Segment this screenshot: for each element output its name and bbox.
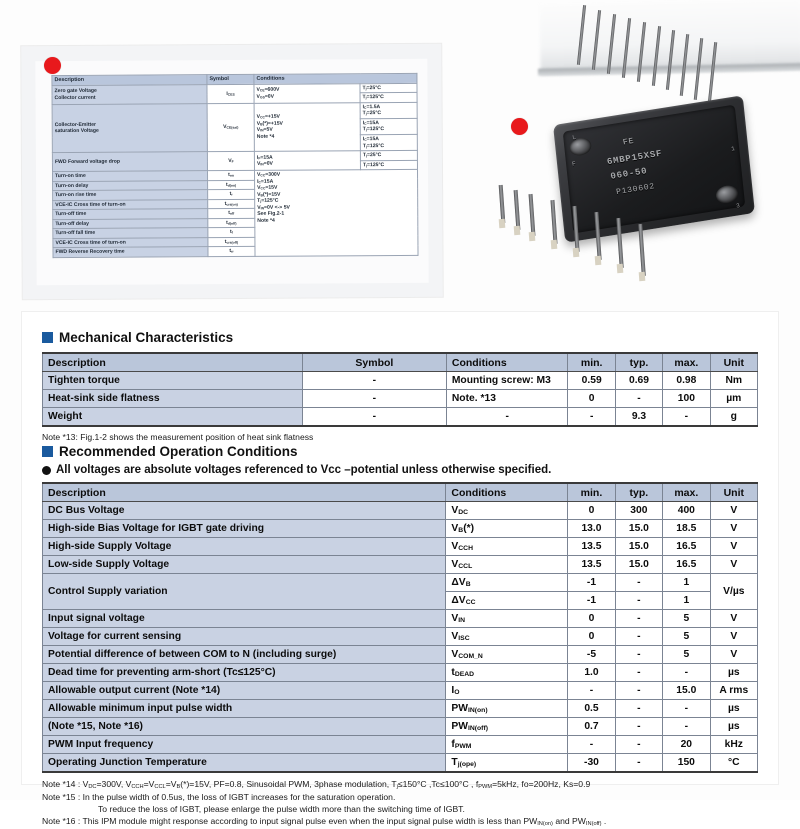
cell-temperature: Tj=25°C <box>360 150 417 160</box>
table-header-row <box>43 353 758 372</box>
section-title: Recommended Operation Conditions <box>59 444 298 459</box>
cell-symbol: tDEAD <box>446 664 568 682</box>
cell-conditions: VCE=600V VGS=0V <box>254 84 360 104</box>
cell-typ: 300 <box>615 502 662 520</box>
cell-description: Heat-sink side flatness <box>43 390 303 408</box>
cell-symbol: fPWM <box>446 736 568 754</box>
table-row <box>43 736 758 754</box>
cell-min: 0 <box>568 502 615 520</box>
cell-typ: - <box>615 700 662 718</box>
cell-max: 20 <box>663 736 711 754</box>
cell-description: Zero gate Voltage Collector current <box>52 85 207 105</box>
col-header-unit: Unit <box>710 483 757 502</box>
part-number-line1: 6MBP15XSF <box>606 148 664 168</box>
col-header-max: max. <box>663 353 710 372</box>
note-14: Note *14 : VDC=300V, VCCH=VCCL=VB(*)=15V, PF=0.8, Sinusoidal PWM, 3phase modulation, Tj≤150°C ,Tc≤100°C , fPWM=5kHz, fo=200Hz, Ks=0.9 <box>42 779 591 791</box>
cell-symbol: tr <box>208 189 255 199</box>
cell-max: 15.0 <box>663 682 711 700</box>
table-row <box>43 574 758 592</box>
cell-unit: µs <box>710 664 757 682</box>
cell-temperature: IC=15A Tj=125°C <box>360 118 417 134</box>
cell-typ: - <box>615 754 662 773</box>
cell-description: Weight <box>43 408 303 427</box>
cell-symbol: ΔVCC <box>446 592 568 610</box>
note-16: Note *16 : This IPM module might response according to input signal pulse even when the input signal pulse width is less than PWIN(on) and PWIN(off) . <box>42 816 607 828</box>
module-body <box>553 95 755 243</box>
cell-symbol: ton <box>207 170 254 180</box>
cell-symbol: - <box>302 408 446 427</box>
cell-symbol: PWIN(on) <box>446 700 568 718</box>
cell-typ: 15.0 <box>615 538 662 556</box>
cell-min: 0 <box>568 390 615 408</box>
cell-unit: g <box>710 408 757 427</box>
cell-max: - <box>663 718 711 736</box>
col-header-max: max. <box>663 483 711 502</box>
cell-min: 13.5 <box>568 556 615 574</box>
cell-max: 5 <box>663 646 711 664</box>
cell-unit: A rms <box>710 682 757 700</box>
cell-typ: 15.0 <box>615 520 662 538</box>
cell-min: -5 <box>568 646 615 664</box>
cell-unit: kHz <box>710 736 757 754</box>
col-header-symbol: Symbol <box>302 353 446 372</box>
cell-symbol: tcrs(on) <box>208 199 255 209</box>
cell-description: Turn-on time <box>52 171 207 181</box>
cell-max: 16.5 <box>663 538 711 556</box>
cell-unit: V <box>710 628 757 646</box>
table-row <box>43 718 758 736</box>
cell-max: - <box>663 700 711 718</box>
cell-description: Turn-off delay <box>53 218 208 228</box>
cell-description: Potential difference of between COM to N (including surge) <box>43 646 446 664</box>
cell-typ: - <box>615 646 662 664</box>
cell-description: High-side Bias Voltage for IGBT gate driving <box>43 520 446 538</box>
cell-temperature: Tj=125°C <box>360 93 417 103</box>
cell-unit: V <box>710 610 757 628</box>
cell-typ: 0.69 <box>615 372 662 390</box>
cell-min: 13.0 <box>568 520 615 538</box>
col-header-unit: Unit <box>710 353 757 372</box>
section-header-mechanical <box>42 330 758 345</box>
cell-max: 150 <box>663 754 711 773</box>
col-header-min: min. <box>568 353 615 372</box>
cell-max: - <box>663 408 710 427</box>
recommended-operation-conditions-table <box>42 482 758 773</box>
cell-max: 1 <box>663 574 711 592</box>
cell-description: Input signal voltage <box>43 610 446 628</box>
cell-description: DC Bus Voltage <box>43 502 446 520</box>
cell-unit: V <box>710 646 757 664</box>
cell-max: 400 <box>663 502 711 520</box>
cell-typ: - <box>615 390 662 408</box>
cell-unit: µs <box>710 718 757 736</box>
section-marker-square-icon <box>42 446 53 457</box>
cell-symbol: trr <box>208 247 255 257</box>
cell-unit: µs <box>710 700 757 718</box>
note-15-continued: To reduce the loss of IGBT, please enlarge the pulse width more than the switching time of IGBT. <box>98 804 465 815</box>
bullet-dot-icon <box>42 466 51 475</box>
cell-description: PWM Input frequency <box>43 736 446 754</box>
cell-typ: - <box>615 574 662 592</box>
col-header-symbol: Symbol <box>207 74 254 84</box>
cell-description: Allowable minimum input pulse width <box>43 700 446 718</box>
corner-mark-F: F <box>571 160 578 168</box>
cell-description: Turn-on delay <box>53 180 208 190</box>
cell-description: Operating Junction Temperature <box>43 754 446 773</box>
cell-symbol: Tj(ope) <box>446 754 568 773</box>
cell-max: 16.5 <box>663 556 711 574</box>
cell-min: - <box>568 408 615 427</box>
cell-unit: V <box>710 538 757 556</box>
cell-symbol: - <box>302 372 446 390</box>
red-marker-dot <box>44 57 61 74</box>
ipm-module-photo <box>470 0 800 300</box>
mechanical-note-13: Note *13: Fig.1-2 shows the measurement position of heat sink flatness <box>42 432 314 442</box>
table-row <box>43 628 758 646</box>
col-header-conditions: Conditions <box>446 353 568 372</box>
cell-description: Low-side Supply Voltage <box>43 556 446 574</box>
scanned-characteristics-table <box>51 73 418 258</box>
cell-min: 0.7 <box>568 718 615 736</box>
section-marker-square-icon <box>42 332 53 343</box>
brand-logo-text: FE <box>622 136 635 148</box>
cell-min: 13.5 <box>568 538 615 556</box>
lot-code: P130602 <box>615 182 656 198</box>
cell-min: 0 <box>568 610 615 628</box>
cell-max: 18.5 <box>663 520 711 538</box>
cell-symbol: VCOM_N <box>446 646 568 664</box>
corner-mark-L: L <box>571 133 578 142</box>
table-row <box>43 390 758 408</box>
mechanical-characteristics-table <box>42 352 758 427</box>
cell-symbol: - <box>302 390 446 408</box>
cell-symbol: VIN <box>446 610 568 628</box>
col-header-description: Description <box>52 75 207 86</box>
table-row <box>43 700 758 718</box>
cell-unit: µm <box>710 390 757 408</box>
cell-max: 0.98 <box>663 372 710 390</box>
col-header-description: Description <box>43 483 446 502</box>
col-header-description: Description <box>43 353 303 372</box>
cell-switching-conditions: VCC=300V IC=15A VCC=15V VB(*)=15V Tj=125°C VIN=0V <-> 5V See Fig.2-1 Note *4 <box>254 169 418 256</box>
cell-description: FWD Reverse Recovery time <box>53 247 208 257</box>
cell-description: Dead time for preventing arm-short (Tc≤125°C) <box>43 664 446 682</box>
corner-mark-3: 3 <box>735 202 741 210</box>
cell-conditions: Mounting screw: M3 <box>446 372 568 390</box>
table-row <box>43 610 758 628</box>
cell-symbol: td(off) <box>208 218 255 228</box>
cell-temperature: IC=15A Tj=125°C <box>360 134 417 150</box>
cell-typ: 9.3 <box>615 408 662 427</box>
cell-typ: 15.0 <box>615 556 662 574</box>
col-header-conditions: Conditions <box>446 483 568 502</box>
corner-mark-1: 1 <box>730 145 736 153</box>
cell-description: High-side Supply Voltage <box>43 538 446 556</box>
table-row <box>43 556 758 574</box>
cell-symbol: IO <box>446 682 568 700</box>
cell-symbol: VCCL <box>446 556 568 574</box>
cell-symbol: VISC <box>446 628 568 646</box>
cell-description: FWD Forward voltage drop <box>52 152 207 172</box>
cell-symbol: ICES <box>207 84 254 103</box>
col-header-typ: typ. <box>615 483 662 502</box>
cell-description: Tighten torque <box>43 372 303 390</box>
cell-unit: Nm <box>710 372 757 390</box>
cell-typ: - <box>615 736 662 754</box>
cell-temperature: Tj=25°C <box>360 83 417 93</box>
table-row <box>43 520 758 538</box>
table-row <box>43 646 758 664</box>
cell-conditions: - <box>446 408 568 427</box>
cell-min: 1.0 <box>568 664 615 682</box>
cell-description: Turn-on rise time <box>53 190 208 200</box>
cell-symbol: PWIN(off) <box>446 718 568 736</box>
cell-typ: - <box>615 664 662 682</box>
cell-unit: V <box>710 502 757 520</box>
cell-temperature: Tj=125°C <box>360 160 417 170</box>
table-header-row <box>43 483 758 502</box>
cell-symbol: tf <box>208 228 255 238</box>
cell-conditions: VCC=+15V VB(*)=+15V VIN=5V Note *4 <box>254 103 360 152</box>
cell-min: 0.5 <box>568 700 615 718</box>
cell-conditions: IF=15A VIN=0V <box>254 151 360 171</box>
cell-symbol: VF <box>207 151 254 170</box>
cell-typ: - <box>615 718 662 736</box>
section-title: Mechanical Characteristics <box>59 330 234 345</box>
cell-symbol: VCCH <box>446 538 568 556</box>
cell-min: -1 <box>568 574 615 592</box>
table-row <box>43 754 758 773</box>
cell-symbol: tcrs(off) <box>208 237 255 247</box>
cell-symbol: VB(*) <box>446 520 568 538</box>
cell-description: Turn-off fall time <box>53 228 208 238</box>
cell-description: Voltage for current sensing <box>43 628 446 646</box>
part-number-line2: 060-50 <box>609 166 649 182</box>
table-row <box>43 372 758 390</box>
cell-description: (Note *15, Note *16) <box>43 718 446 736</box>
bullet-note-text: All voltages are absolute voltages referenced to Vcc –potential unless otherwise specified. <box>56 464 552 476</box>
cell-symbol: td(on) <box>208 180 255 190</box>
cell-min: 0.59 <box>568 372 615 390</box>
cell-symbol: toff <box>208 208 255 218</box>
table-row <box>43 682 758 700</box>
cell-description: Allowable output current (Note *14) <box>43 682 446 700</box>
scan-inner-page <box>35 59 428 285</box>
col-header-conditions: Conditions <box>254 73 417 84</box>
cell-min: - <box>568 682 615 700</box>
cell-min: 0 <box>568 628 615 646</box>
cell-typ: - <box>615 628 662 646</box>
cell-unit: V <box>710 556 757 574</box>
cell-symbol: ΔVB <box>446 574 568 592</box>
cell-typ: - <box>615 682 662 700</box>
cell-max: 5 <box>663 610 711 628</box>
cell-max: 100 <box>663 390 710 408</box>
cell-description: Turn-off time <box>53 209 208 219</box>
recommended-notes <box>42 778 758 829</box>
section-header-recommended <box>42 444 758 459</box>
cell-max: 1 <box>663 592 711 610</box>
col-header-typ: typ. <box>615 353 662 372</box>
cell-temperature: IC=1.5A Tj=25°C <box>360 102 417 118</box>
cell-max: 5 <box>663 628 711 646</box>
cell-description: VCE-IC Cross time of turn-on <box>53 199 208 209</box>
table-row <box>43 664 758 682</box>
red-marker-dot <box>511 118 528 135</box>
table-row <box>43 502 758 520</box>
cell-unit: V <box>710 520 757 538</box>
cell-max: - <box>663 664 711 682</box>
cell-description: Control Supply variation <box>43 574 446 610</box>
table-row <box>43 538 758 556</box>
cell-unit: °C <box>710 754 757 773</box>
cell-typ: - <box>615 610 662 628</box>
cell-symbol: VDC <box>446 502 568 520</box>
cell-description: Collector-Emitter saturation Voltage <box>52 104 207 153</box>
cell-conditions: Note. *13 <box>446 390 568 408</box>
cell-symbol: VCE(sat) <box>207 103 254 151</box>
table-row <box>43 408 758 427</box>
cell-min: - <box>568 736 615 754</box>
cell-min: -1 <box>568 592 615 610</box>
recommended-bullet-note <box>42 464 758 476</box>
cell-min: -30 <box>568 754 615 773</box>
cell-unit: V/µs <box>710 574 757 610</box>
note-15: Note *15 : In the pulse width of 0.5us, the loss of IGBT increases for the saturation operation. <box>42 792 396 803</box>
cell-description: VCE-IC Cross time of turn-on <box>53 237 208 247</box>
cell-typ: - <box>615 592 662 610</box>
col-header-min: min. <box>568 483 615 502</box>
datasheet-document-panel <box>22 312 778 828</box>
scanned-datasheet-panel <box>21 44 443 300</box>
